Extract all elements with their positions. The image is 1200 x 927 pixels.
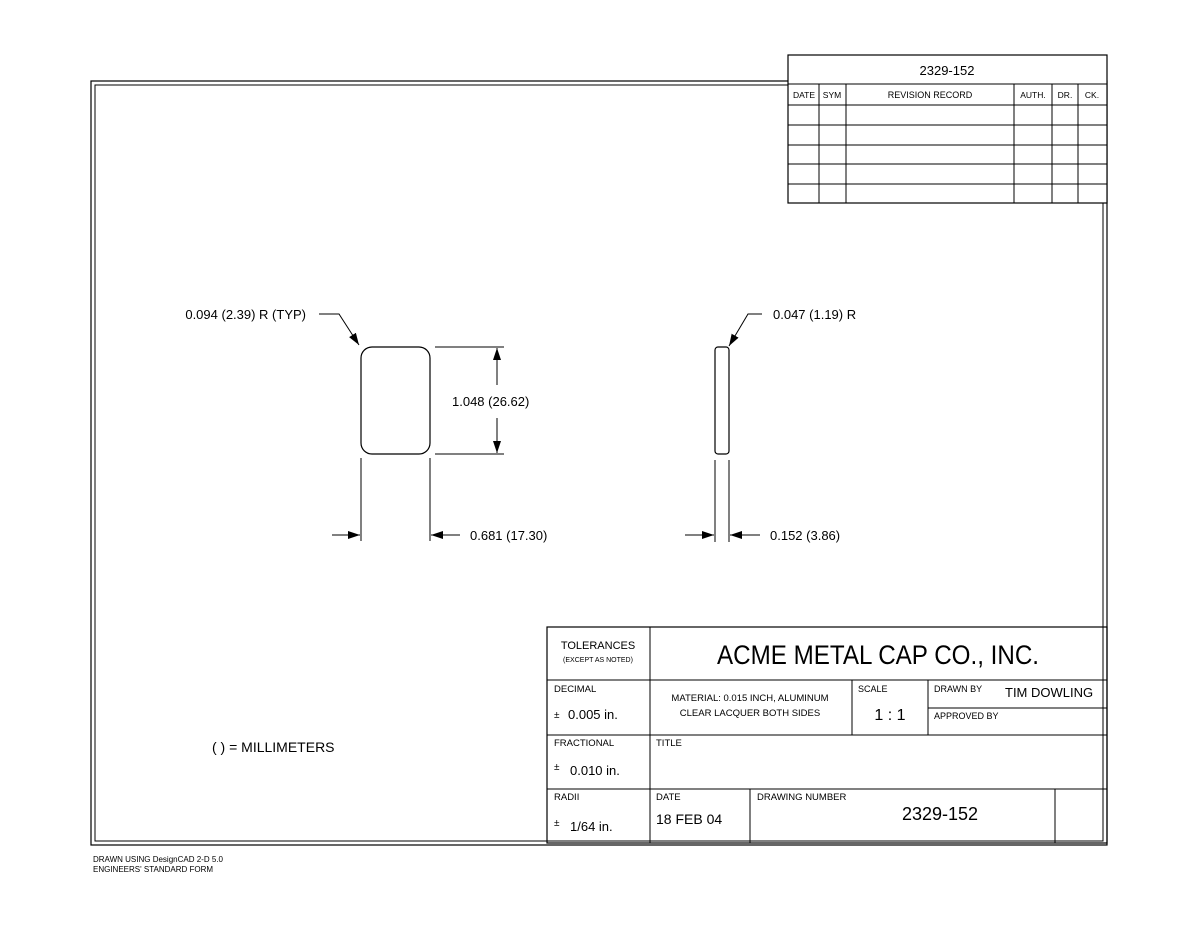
radii-pm: ± <box>554 818 560 829</box>
side-radius-label: 0.047 (1.19) R <box>773 307 857 322</box>
fractional-pm: ± <box>554 762 560 773</box>
date-value: 18 FEB 04 <box>656 811 723 827</box>
material-line-1: MATERIAL: 0.015 INCH, ALUMINUM <box>671 693 829 704</box>
rev-header-date: DATE <box>792 90 816 100</box>
thickness-label: 0.152 (3.86) <box>770 528 841 543</box>
drawn-by-label: DRAWN BY <box>934 684 983 694</box>
fractional-label: FRACTIONAL <box>554 738 615 749</box>
footer-line-2: ENGINEERS' STANDARD FORM <box>93 865 214 874</box>
rev-header-record: REVISION RECORD <box>887 90 973 100</box>
radius-leader <box>319 314 359 345</box>
scale-value: 1 : 1 <box>874 707 906 724</box>
radii-label: RADII <box>554 792 580 803</box>
tolerances-label: TOLERANCES <box>560 640 636 652</box>
rev-header-ck: CK. <box>1084 90 1100 100</box>
radii-value: 1/64 in. <box>570 819 613 834</box>
revision-block <box>788 55 1107 203</box>
date-label: DATE <box>656 792 681 803</box>
approved-by-label: APPROVED BY <box>934 711 999 721</box>
side-view <box>685 307 856 543</box>
revision-drawing-number: 2329-152 <box>919 63 975 78</box>
material-line-2: CLEAR LACQUER BOTH SIDES <box>679 708 821 719</box>
decimal-pm: ± <box>554 710 560 721</box>
part-side-outline <box>715 347 729 454</box>
drawing-number-value: 2329-152 <box>901 804 979 824</box>
millimeters-note: ( ) = MILLIMETERS <box>212 739 335 755</box>
side-radius-leader <box>729 314 762 346</box>
drawing-number-label: DRAWING NUMBER <box>757 792 847 803</box>
front-radius-label: 0.094 (2.39) R (TYP) <box>185 307 306 322</box>
rev-header-sym: SYM <box>822 90 842 100</box>
front-view <box>185 307 547 543</box>
scale-label: SCALE <box>858 684 888 694</box>
title-label: TITLE <box>656 738 682 749</box>
decimal-value: 0.005 in. <box>568 707 618 722</box>
drawn-by-value: TIM DOWLING <box>1005 685 1094 700</box>
rev-header-auth: AUTH. <box>1020 90 1046 100</box>
company-name: ACME METAL CAP CO., INC. <box>717 640 1039 670</box>
tolerances-sub: (EXCEPT AS NOTED) <box>563 657 633 664</box>
fractional-value: 0.010 in. <box>570 763 620 778</box>
width-label: 0.681 (17.30) <box>470 528 548 543</box>
footer-line-1: DRAWN USING DesignCAD 2-D 5.0 <box>93 855 223 864</box>
rev-header-dr: DR. <box>1057 90 1073 100</box>
part-front-outline <box>361 347 430 454</box>
height-label: 1.048 (26.62) <box>452 394 530 409</box>
title-block <box>547 627 1107 843</box>
decimal-label: DECIMAL <box>554 684 597 695</box>
